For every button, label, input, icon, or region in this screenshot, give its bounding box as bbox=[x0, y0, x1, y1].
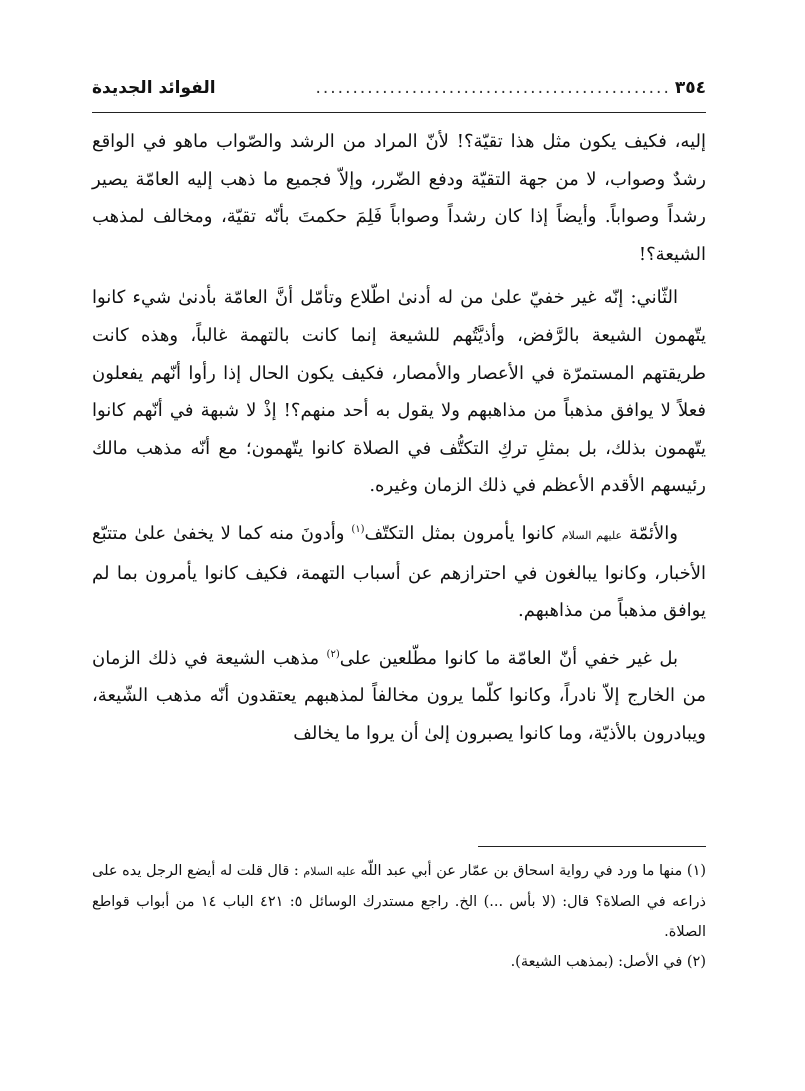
footnote-ref-1[interactable]: (١) bbox=[351, 523, 365, 535]
footnote-separator bbox=[478, 846, 706, 847]
main-text bbox=[92, 123, 706, 753]
footnotes bbox=[92, 856, 706, 977]
running-header bbox=[92, 78, 706, 113]
paragraph-3-middle: كانوا يأمرون بمثل التكتّف bbox=[364, 522, 555, 544]
page-number: ٣٥٤ bbox=[674, 78, 706, 98]
paragraph-3 bbox=[92, 511, 706, 630]
book-title: الفوائد الجديدة bbox=[92, 78, 216, 98]
footnote-1-end: : قال قلت له أيضع الرجل يده على ذراعه في الصلاة؟ قال: (لا بأس ...) الخ. راجع مستدرك الوسائل ٥: ٤٢١ الباب ١٤ من أبواب قواطع الصلاة. bbox=[92, 863, 706, 940]
footnote-2: (٢) في الأصل: (بمذهب الشيعة). bbox=[510, 954, 706, 970]
footnote-1 bbox=[92, 856, 706, 947]
honorific: عليهم السلام bbox=[561, 528, 623, 542]
page-content bbox=[92, 78, 706, 759]
paragraph-3-end: وأدونَ منه كما لا يخفىٰ علىٰ متتبّع الأخبار، وكانوا يبالغون في احترازهم عن أسباب التهمة، فكيف كانوا يأمرون بما لم يوافق مذهباً من مذاهبهم. bbox=[92, 522, 706, 622]
footnote-honorific: عليه السلام bbox=[303, 865, 356, 878]
footnote-1-start: (١) منها ما ورد في رواية اسحاق بن عمّار عن أبي عبد اللّه bbox=[360, 863, 707, 879]
paragraph-3-start: والأئمّة bbox=[628, 522, 678, 544]
paragraph-4-start: بل غير خفي أنّ العامّة ما كانوا مطّلعين على bbox=[339, 647, 678, 669]
paragraph-2: الثّاني: إنّه غير خفيّ علىٰ من له أدنىٰ اطّلاع وتأمّل أنَّ العامّة بأدنىٰ شيء كانوا يتّهمون الشيعة بالرَّفض، وأذيَّتُهم للشيعة إنما كانت بالتهمة غالباً، وهذه كانت طريقتهم المستمرّة في الأعصار والأمصار، فكيف يكون الحال إذا رأوا أنّهم يفعلون فعلاً لا يوافق مذهباً من مذاهبهم ولا يقول به أحد منهم؟! إذْ لا شبهة في أنّهم كانوا يتّهمون بذلك، بل بمثلِ تركِ التكتُّف في الصلاة كانوا يتّهمون؛ مع أنّه مذهب مالك رئيسهم الأقدم الأعظم في ذلك الزمان وغيره. bbox=[92, 287, 706, 497]
paragraph-4 bbox=[92, 636, 706, 753]
paragraph-4-end: مذهب الشيعة في ذلك الزمان من الخارج إلاّ نادراً، وكانوا كلّما يرون مخالفاً لمذهبهم يعتقدون أنّه مذهب الشّيعة، ويبادرون بالأذيّة، وما كانوا يصبرون إلىٰ أن يروا ما يخالف bbox=[92, 647, 706, 744]
paragraph-1: إليه، فكيف يكون مثل هذا تقيّة؟! لأنّ المراد من الرشد والصّواب ماهو في الواقع رشدٌ وصواب، لا من جهة التقيّة ودفع الضّرر، وإلاّ فجميع ما ذهب إليه العامّة يصير رشداً وصواباً. وأيضاً إذا كان رشداً وصواباً فَلِمَ حكمتَ بأنّه تقيّة، ومخالف لمذهب الشيعة؟! bbox=[92, 131, 706, 265]
footnote-ref-2[interactable]: (٢) bbox=[326, 648, 340, 660]
leader-dots: ................................................ bbox=[315, 78, 671, 98]
